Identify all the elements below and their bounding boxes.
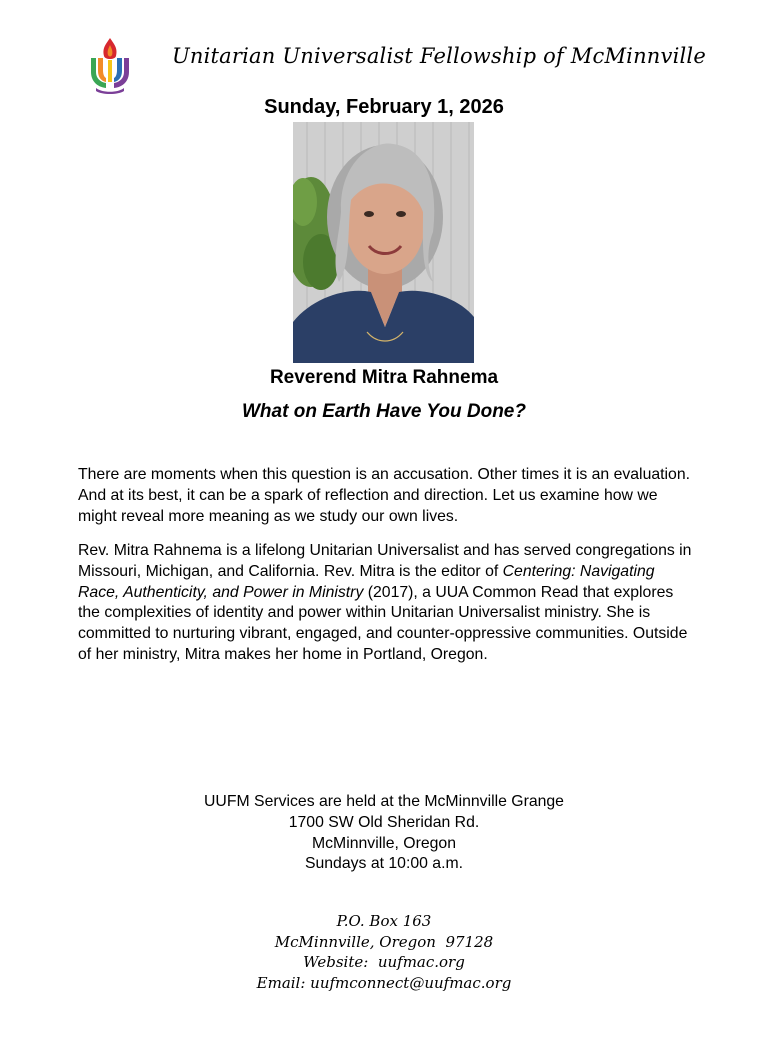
- book-title: Centering: Navigating Race, Authenticity, and Power in Ministry: [78, 562, 655, 601]
- email-link[interactable]: Email: uufmconnect@uufmac.org: [256, 973, 512, 992]
- mailing-city: McMinnville, Oregon 97128: [274, 932, 494, 951]
- bio-text-start: Rev. Mitra Rahnema is a lifelong Unitarian Universalist and has served congregations in Missouri, Michigan, and California. Rev. Mitra is the editor of: [78, 542, 692, 580]
- org-name: Unitarian Universalist Fellowship of McMinnville: [172, 44, 706, 68]
- services-address-line: 1700 SW Old Sheridan Rd.: [288, 813, 480, 831]
- services-location-line: UUFM Services are held at the McMinnville Grange: [204, 793, 564, 810]
- services-time-line: Sundays at 10:00 a.m.: [304, 855, 464, 873]
- services-info: [0, 792, 768, 875]
- po-box: P.O. Box 163: [336, 912, 432, 930]
- sermon-title: What on Earth Have You Done?: [242, 401, 526, 422]
- sermon-description: There are moments when this question is an accusation. Other times it is an evaluation. And at its best, it can be a spark of reflection and direction. Let us examine how we might reveal more meaning as we study our own lives.: [78, 466, 690, 525]
- services-city-line: McMinnville, Oregon: [312, 834, 456, 852]
- speaker-bio: [78, 541, 698, 666]
- service-date: Sunday, February 1, 2026: [264, 96, 504, 118]
- bio-text-end: (2017), a UUA Common Read that explores the complexities of identity and power within Unitarian Universalist ministry. She is committed to nurturing vibrant, engaged, and counter-oppressive communities. Outside of her ministry, Mitra makes her home in Portland, Oregon.: [78, 583, 688, 663]
- speaker-photo: [293, 122, 474, 363]
- website-link[interactable]: Website: uufmac.org: [303, 953, 465, 971]
- contact-info: [0, 911, 768, 993]
- chalice-logo-icon: [88, 36, 132, 94]
- speaker-name: Reverend Mitra Rahnema: [269, 367, 499, 388]
